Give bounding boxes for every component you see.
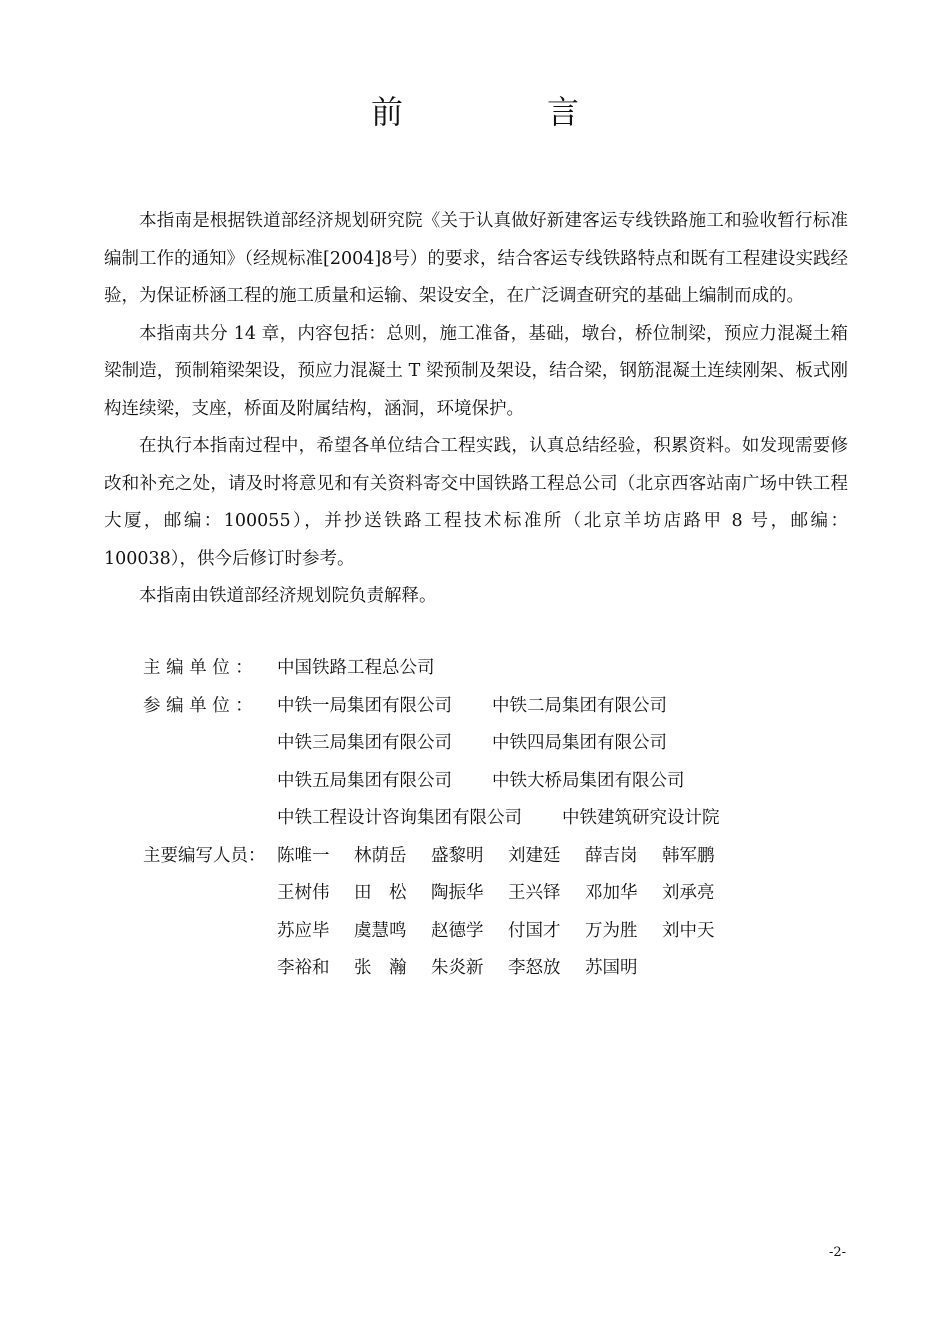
editor-row bbox=[143, 838, 883, 876]
label-spacer bbox=[143, 800, 277, 838]
editor-name: 王树伟 bbox=[277, 883, 330, 903]
preface-body bbox=[104, 203, 848, 616]
co-editor-row bbox=[143, 763, 883, 801]
editor-name: 邓加华 bbox=[585, 883, 638, 903]
label-spacer bbox=[143, 913, 277, 951]
editor-name: 付国才 bbox=[508, 920, 561, 941]
editor-name: 朱炎新 bbox=[431, 958, 484, 978]
chief-editor-row bbox=[143, 650, 883, 688]
chief-editor-label: 主 编 单 位 ： bbox=[143, 658, 253, 678]
editor-name: 陈唯一 bbox=[277, 845, 330, 866]
label-spacer bbox=[143, 950, 277, 988]
editors-label: 主要编写人员： bbox=[143, 845, 266, 866]
co-editor-unit: 中铁二局集团有限公司 bbox=[492, 695, 667, 716]
editor-name: 李裕和 bbox=[277, 958, 330, 978]
preface-paragraph: 在执行本指南过程中，希望各单位结合工程实践，认真总结经验，积累资料。如发现需要修改和补充之处，请及时将意见和有关资料寄交中国铁路工程总公司（北京西客站南广场中铁工程大厦，邮编：100055），并抄送铁路工程技术标准所（北京羊坊店路甲 8 号，邮编：100038），供今后修订时参考。 bbox=[104, 436, 848, 569]
label-spacer bbox=[143, 875, 277, 913]
co-editor-label: 参 编 单 位 ： bbox=[143, 695, 253, 716]
editor-name: 田 松 bbox=[354, 883, 407, 903]
editor-name: 韩军鹏 bbox=[662, 845, 715, 866]
editor-row bbox=[143, 875, 883, 913]
co-editor-unit: 中铁五局集团有限公司 bbox=[277, 770, 452, 791]
editor-name: 赵德学 bbox=[431, 920, 484, 941]
editor-name: 万为胜 bbox=[585, 920, 638, 941]
page-number: -2- bbox=[828, 1245, 846, 1260]
co-editor-row bbox=[143, 725, 883, 763]
label-spacer bbox=[143, 725, 277, 763]
editor-name: 林荫岳 bbox=[354, 845, 407, 866]
co-editor-unit: 中铁工程设计咨询集团有限公司 bbox=[277, 808, 522, 828]
editor-row bbox=[143, 950, 883, 988]
editor-name: 刘承亮 bbox=[662, 883, 715, 903]
credits-block bbox=[143, 650, 883, 988]
page-title: 前 言 bbox=[370, 93, 635, 131]
editor-name: 虞慧鸣 bbox=[354, 920, 407, 941]
co-editor-unit: 中铁一局集团有限公司 bbox=[277, 695, 452, 716]
editor-row bbox=[143, 913, 883, 951]
editor-name: 李怒放 bbox=[508, 958, 561, 978]
editor-name: 盛黎明 bbox=[431, 845, 484, 866]
preface-paragraph: 本指南是根据铁道部经济规划研究院《关于认真做好新建客运专线铁路施工和验收暂行标准编制工作的通知》（经规标准[2004]8号）的要求，结合客运专线铁路特点和既有工程建设实践经验，为保证桥涵工程的施工质量和运输、架设安全，在广泛调查研究的基础上编制而成的。 bbox=[104, 211, 848, 306]
editor-name: 刘建廷 bbox=[508, 845, 561, 866]
co-editor-unit: 中铁三局集团有限公司 bbox=[277, 733, 452, 753]
preface-paragraph: 本指南共分 14 章，内容包括：总则，施工准备，基础，墩台，桥位制梁，预应力混凝土箱梁制造，预制箱梁架设，预应力混凝土 T 梁预制及架设，结合梁，钢筋混凝土连续刚架、板式刚构连续梁，支座，桥面及附属结构，涵洞，环境保护。 bbox=[104, 323, 848, 419]
co-editor-row bbox=[143, 800, 883, 838]
editor-name: 王兴铎 bbox=[508, 883, 561, 903]
co-editor-row bbox=[143, 688, 883, 726]
co-editor-unit: 中铁四局集团有限公司 bbox=[492, 733, 667, 753]
editor-name: 苏应毕 bbox=[277, 920, 330, 941]
editor-name: 苏国明 bbox=[585, 958, 638, 978]
editor-name: 张 瀚 bbox=[354, 958, 407, 978]
editor-name: 陶振华 bbox=[431, 883, 484, 903]
preface-paragraph: 本指南由铁道部经济规划院负责解释。 bbox=[139, 586, 437, 606]
label-spacer bbox=[143, 763, 277, 801]
editor-name: 刘中天 bbox=[662, 920, 715, 941]
chief-editor-value: 中国铁路工程总公司 bbox=[277, 658, 435, 678]
co-editor-unit: 中铁建筑研究设计院 bbox=[562, 808, 720, 828]
co-editor-unit: 中铁大桥局集团有限公司 bbox=[492, 770, 685, 791]
editor-name: 薛吉岗 bbox=[585, 845, 638, 866]
